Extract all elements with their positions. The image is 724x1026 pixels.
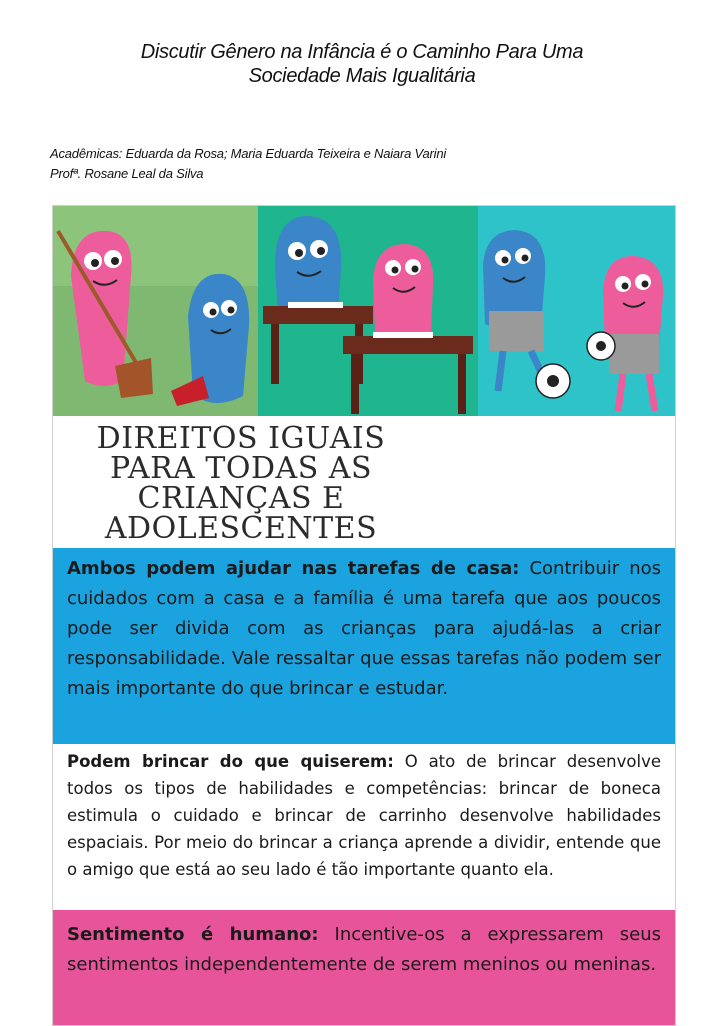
section-feelings xyxy=(53,910,675,1025)
section-label: Ambos podem ajudar nas tarefas de casa: xyxy=(67,558,520,579)
section-label: Sentimento é humano: xyxy=(67,924,319,945)
poster xyxy=(52,205,676,1026)
classroom-scene-illustration xyxy=(258,206,478,416)
heading-line: DIREITOS IGUAIS xyxy=(96,421,386,456)
section-household-chores xyxy=(53,548,675,744)
section-text: O ato de brincar desenvolve todos os tipos de habilidades e competências: brincar de boneca estimula o cuidado e brincar de carrinho desenvolve habilidades espaciais. Por meio do brincar a criança aprende a dividir, entende que o amigo que está ao seu lado é tão importante quanto ela. xyxy=(67,752,661,879)
section-label: Podem brincar do que quiserem: xyxy=(67,752,394,771)
heading-line: CRIANÇAS E xyxy=(137,481,345,516)
section-text: Contribuir nos cuidados com a casa e a família é uma tarefa que aos poucos pode ser divida com as crianças para ajudá-las a criar responsabilidade. Vale ressaltar que essas tarefas não podem ser mais importante do que brincar e estudar. xyxy=(67,558,661,699)
title-line-2: Sociedade Mais Igualitária xyxy=(248,65,476,87)
professor-line: Profª. Rosane Leal da Silva xyxy=(50,166,204,181)
section-play xyxy=(53,744,675,910)
illustration-strip xyxy=(53,206,675,416)
heading-line: PARA TODAS AS xyxy=(109,451,372,486)
section-text: Incentive-os a expressarem seus sentimentos independentemente de serem meninos ou meninas. xyxy=(67,924,661,975)
poster-heading xyxy=(81,421,401,546)
authors-line: Acadêmicas: Eduarda da Rosa; Maria Eduarda Teixeira e Naiara Varini xyxy=(50,146,447,161)
playing-soccer-illustration xyxy=(478,206,675,416)
heading-line: ADOLESCENTES xyxy=(104,511,378,546)
title-line-1: Discutir Gênero na Infância é o Caminho Para Uma xyxy=(140,41,584,63)
document-title xyxy=(40,40,684,88)
sweeping-scene-illustration xyxy=(53,206,258,416)
authors-block xyxy=(50,144,446,184)
